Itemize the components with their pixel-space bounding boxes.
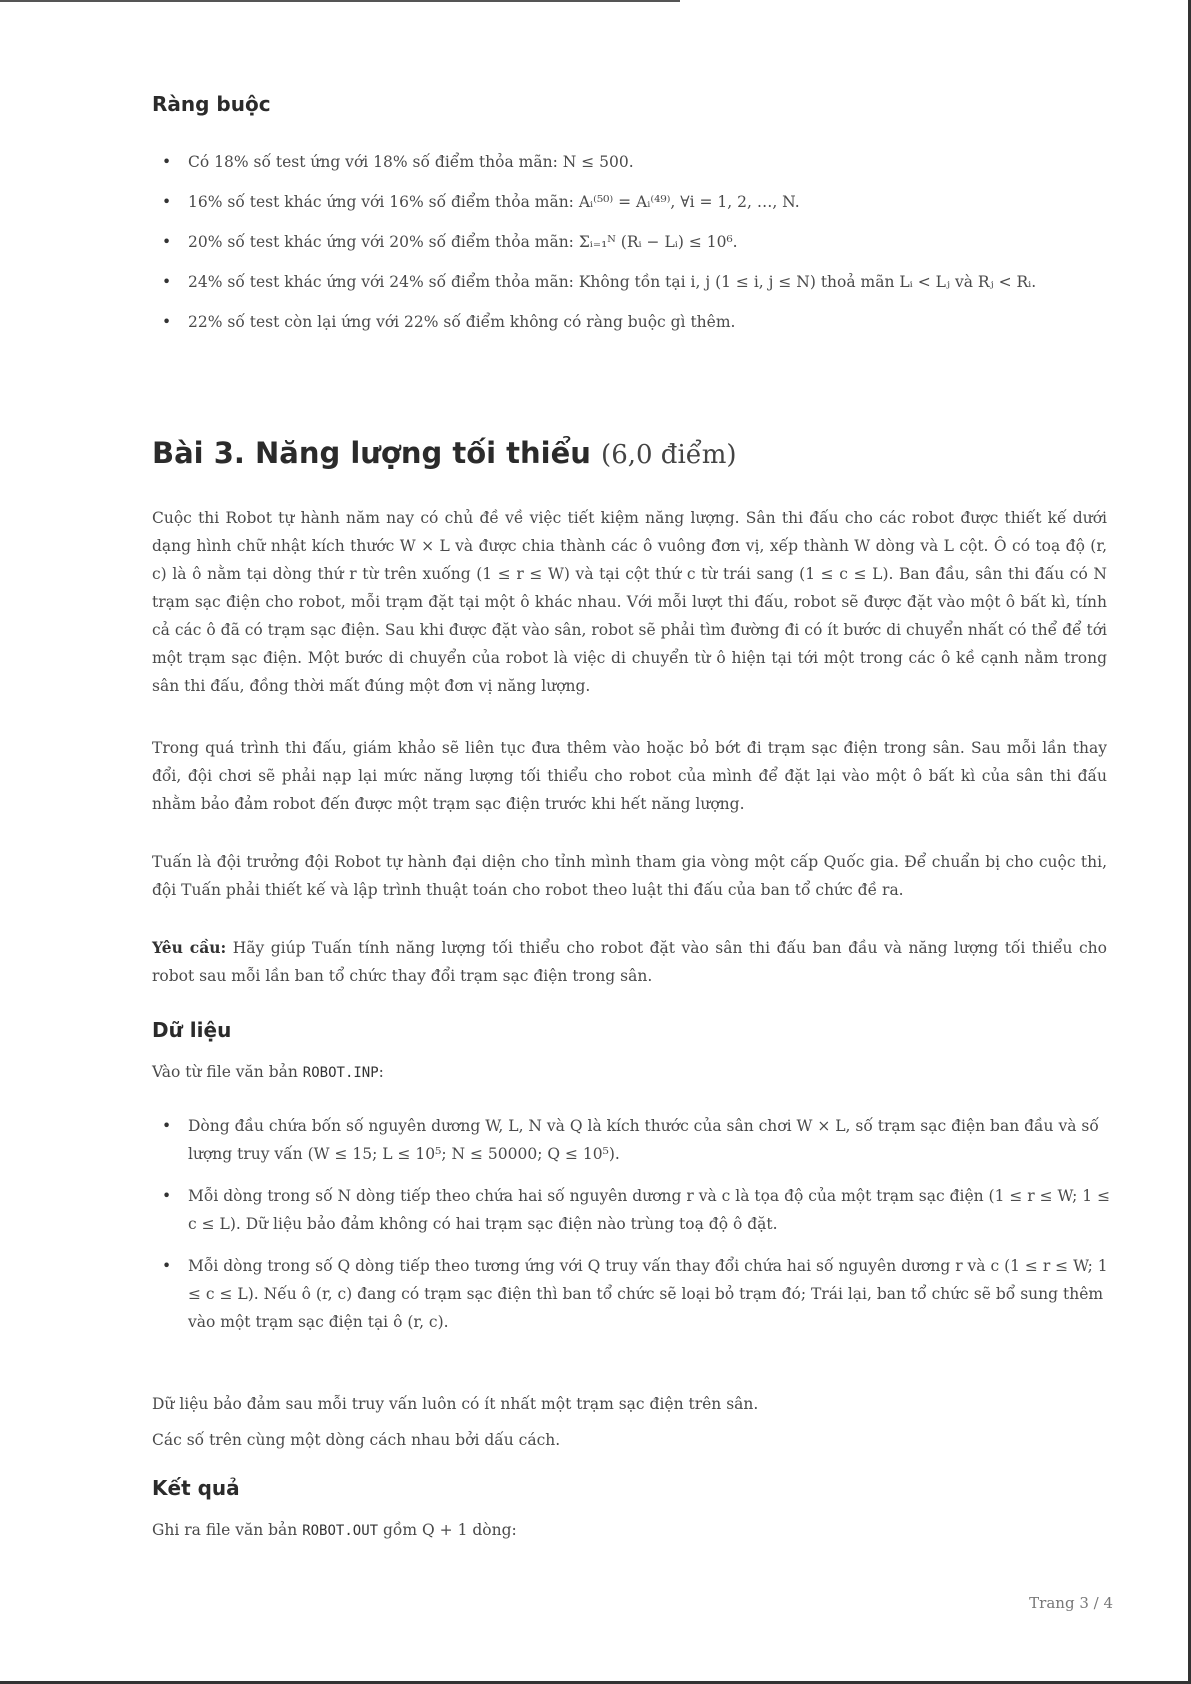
list-item: • 22% số test còn lại ứng với 22% số điểm không có ràng buộc gì thêm. bbox=[152, 308, 1112, 336]
output-intro-rest: gồm Q + 1 dòng: bbox=[378, 1521, 517, 1539]
statement-paragraph: Trong quá trình thi đấu, giám khảo sẽ liên tục đưa thêm vào hoặc bỏ bớt đi trạm sạc điện trong sân. Sau mỗi lần thay đổi, đội chơi sẽ phải nạp lại mức năng lượng tối thiểu cho robot của mình để đặt lại vào một ô bất kì của sân thi đấu nhằm bảo đảm robot đến được một trạm sạc điện trước khi hết năng lượng. bbox=[152, 739, 1107, 813]
problem-points: (6,0 điểm) bbox=[601, 440, 737, 470]
page-number: Trang 3 / 4 bbox=[1029, 1594, 1113, 1612]
input-intro-text: Vào từ file văn bản bbox=[152, 1063, 303, 1081]
list-item: • Mỗi dòng trong số Q dòng tiếp theo tương ứng với Q truy vấn thay đổi chứa hai số nguyên dương r và c (1 ≤ r ≤ W; 1 ≤ c ≤ L). Nếu ô (r, c) đang có trạm sạc điện thì ban tổ chức sẽ loại bỏ trạm đó; Trái lại, ban tổ chức sẽ bổ sung thêm vào một trạm sạc điện tại ô (r, c). bbox=[152, 1252, 1112, 1336]
statement-paragraph: Cuộc thi Robot tự hành năm nay có chủ đề về việc tiết kiệm năng lượng. Sân thi đấu cho các robot được thiết kế dưới dạng hình chữ nhật kích thước W × L và được chia thành các ô vuông đơn vị, xếp thành W dòng và L cột. Ô có toạ độ (r, c) là ô nằm tại dòng thứ r từ trên xuống (1 ≤ r ≤ W) và tại cột thứ c từ trái sang (1 ≤ c ≤ L). Ban đầu, sân thi đấu có N trạm sạc điện cho robot, mỗi trạm đặt tại một ô khác nhau. Với mỗi lượt thi đấu, robot sẽ được đặt vào một ô bất kì, tính cả các ô đã có trạm sạc điện. Sau khi được đặt vào sân, robot sẽ phải tìm đường đi có ít bước di chuyển nhất có thể để tới một trạm sạc điện. Một bước di chuyển của robot là việc di chuyển từ ô hiện tại tới một trong các ô kề cạnh nằm trong sân thi đấu, đồng thời mất đúng một đơn vị năng lượng. bbox=[152, 509, 1107, 695]
constraints-heading: Ràng buộc bbox=[152, 92, 271, 116]
problem-title bbox=[152, 436, 737, 470]
constraints-list bbox=[152, 148, 1112, 336]
output-intro bbox=[152, 1516, 1107, 1545]
input-intro bbox=[152, 1058, 1107, 1087]
request-label: Yêu cầu: bbox=[152, 938, 227, 957]
input-intro-colon: : bbox=[378, 1063, 384, 1081]
request-text: Hãy giúp Tuấn tính năng lượng tối thiểu cho robot đặt vào sân thi đấu ban đầu và năng lượng tối thiểu cho robot sau mỗi lần ban tổ chức thay đổi trạm sạc điện trong sân. bbox=[152, 939, 1107, 985]
output-intro-text: Ghi ra file văn bản bbox=[152, 1521, 303, 1539]
statement-paragraph: Tuấn là đội trưởng đội Robot tự hành đại diện cho tỉnh mình tham gia vòng một cấp Quốc gia. Để chuẩn bị cho cuộc thi, đội Tuấn phải thiết kế và lập trình thuật toán cho robot theo luật thi đấu của ban tổ chức đề ra. bbox=[152, 853, 1107, 899]
input-list bbox=[152, 1112, 1112, 1336]
list-item: • Có 18% số test ứng với 18% số điểm thỏa mãn: N ≤ 500. bbox=[152, 148, 1112, 176]
output-filename: ROBOT.OUT bbox=[302, 1523, 379, 1539]
top-border bbox=[0, 0, 680, 2]
output-heading: Kết quả bbox=[152, 1476, 240, 1500]
input-note: Dữ liệu bảo đảm sau mỗi truy vấn luôn có ít nhất một trạm sạc điện trên sân. bbox=[152, 1395, 759, 1413]
input-filename: ROBOT.INP bbox=[302, 1065, 379, 1081]
list-item: • 20% số test khác ứng với 20% số điểm thỏa mãn: Σᵢ₌₁ᴺ (Rᵢ − Lᵢ) ≤ 10⁶. bbox=[152, 228, 1112, 256]
list-item: • Dòng đầu chứa bốn số nguyên dương W, L, N và Q là kích thước của sân chơi W × L, số trạm sạc điện ban đầu và số lượng truy vấn (W ≤ 15; L ≤ 10⁵; N ≤ 50000; Q ≤ 10⁵). bbox=[152, 1112, 1112, 1168]
request-paragraph bbox=[152, 934, 1107, 990]
problem-title-text: Bài 3. Năng lượng tối thiểu bbox=[152, 436, 591, 470]
input-heading: Dữ liệu bbox=[152, 1018, 232, 1042]
input-note: Các số trên cùng một dòng cách nhau bởi dấu cách. bbox=[152, 1431, 561, 1449]
list-item: • Mỗi dòng trong số N dòng tiếp theo chứa hai số nguyên dương r và c là tọa độ của một trạm sạc điện (1 ≤ r ≤ W; 1 ≤ c ≤ L). Dữ liệu bảo đảm không có hai trạm sạc điện nào trùng toạ độ ô đặt. bbox=[152, 1182, 1112, 1238]
list-item: • 16% số test khác ứng với 16% số điểm thỏa mãn: Aᵢ⁽⁵⁰⁾ = Aᵢ⁽⁴⁹⁾, ∀i = 1, 2, …, N. bbox=[152, 188, 1112, 216]
list-item: • 24% số test khác ứng với 24% số điểm thỏa mãn: Không tồn tại i, j (1 ≤ i, j ≤ N) thoả mãn Lᵢ < Lⱼ và Rⱼ < Rᵢ. bbox=[152, 268, 1112, 296]
